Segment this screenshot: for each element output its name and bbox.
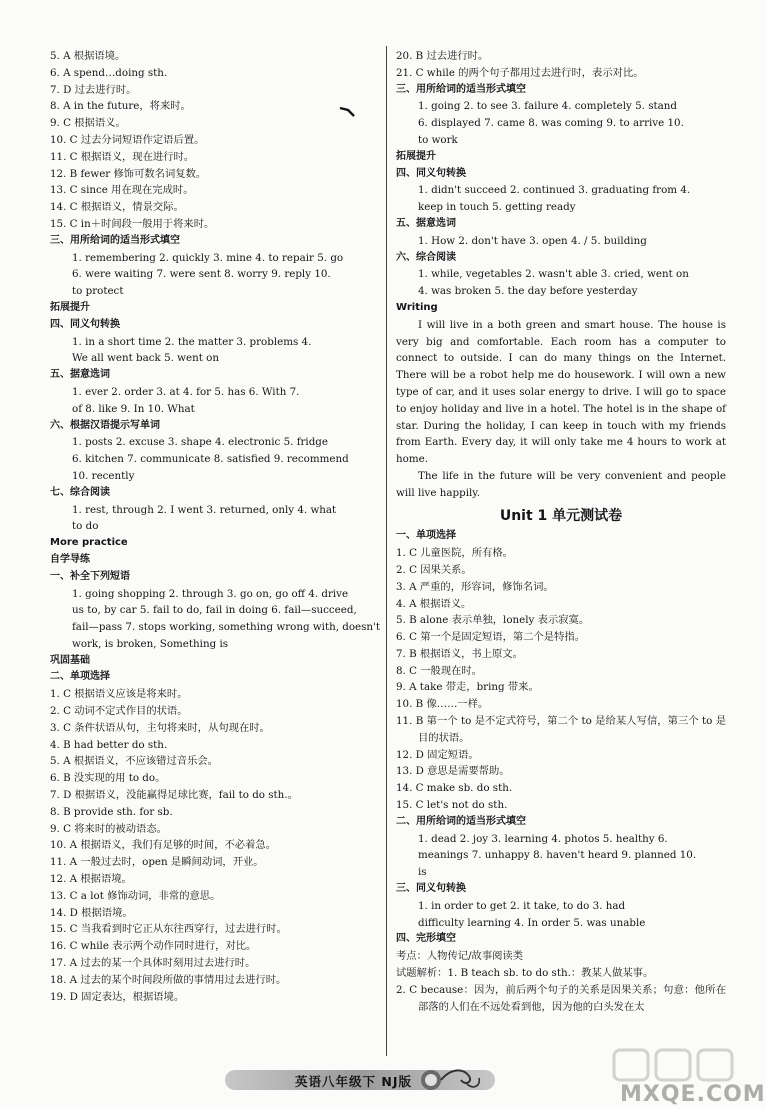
writing-paragraph: The life in the future will be very convenient and people will live happily. bbox=[396, 469, 726, 499]
answer-line: 4. A 根据语义。 bbox=[396, 597, 472, 610]
section-heading: 六、综合阅读 bbox=[396, 251, 456, 263]
answer-line: 5. A 根据语境。 bbox=[50, 50, 126, 62]
answer-line: 1. in order to get 2. it take, to do 3. had bbox=[418, 899, 626, 912]
answer-line: is bbox=[418, 866, 427, 879]
section-heading: 七、综合阅读 bbox=[50, 486, 110, 498]
column-divider bbox=[386, 46, 387, 1056]
answer-line: 7. D 根据语义，没能赢得足球比赛，fail to do sth.。 bbox=[50, 789, 298, 802]
answer-line: to work bbox=[418, 133, 458, 146]
answer-line: keep in touch 5. getting ready bbox=[418, 201, 576, 214]
answer-line: 1. ever 2. order 3. at 4. for 5. has 6. With 7. bbox=[72, 385, 300, 398]
answer-line: 6. kitchen 7. communicate 8. satisfied 9. recommend bbox=[72, 453, 349, 466]
answer-line: 16. C while 表示两个动作同时进行，对比。 bbox=[50, 940, 257, 953]
answer-line: 1. C 根据语义应该是将来时。 bbox=[50, 688, 188, 701]
section-heading: 五、据意选词 bbox=[396, 217, 456, 229]
writing-paragraph: I will live in a both green and smart house. The house is very big and comfortable. Each room has a computer to connect to outside. I can do many things on the Internet. There will be a robot help me do housework. I will own a new type of car, and it uses solar energy to drive. I will go to space to enjoy holiday and live in a hotel. The hotel is in the shape of star. During the holiday, I can keep in touch with my friends from Earth. Every day, it will only take me 4 hours to work at home. bbox=[396, 318, 726, 466]
section-heading: 巩固基础 bbox=[50, 654, 90, 666]
answer-line: 考点：人物传记/故事阅读类 bbox=[396, 950, 524, 963]
answer-line: meanings 7. unhappy 8. haven't heard 9. planned 10. bbox=[418, 849, 697, 862]
answer-line: 1. How 2. don't have 3. open 4. / 5. building bbox=[418, 234, 647, 247]
answer-line: 6. displayed 7. came 8. was coming 9. to arrive 10. bbox=[418, 117, 684, 130]
section-heading: 拓展提升 bbox=[396, 150, 436, 162]
answer-line: 5. B alone 表示单独，lonely 表示寂寞。 bbox=[396, 614, 590, 627]
answer-line: 6. were waiting 7. were sent 8. worry 9. reply 10. bbox=[72, 268, 331, 281]
answer-line: 1. dead 2. joy 3. learning 4. photos 5. healthy 6. bbox=[418, 832, 668, 845]
answer-line: 6. B 没实现的用 to do。 bbox=[50, 772, 166, 785]
answer-line: 1. in a short time 2. the matter 3. problems 4. bbox=[72, 335, 312, 348]
answer-line: to protect bbox=[72, 285, 124, 298]
answer-line: 10. B 像……一样。 bbox=[396, 698, 489, 711]
answer-line: 2. C 因果关系。 bbox=[396, 563, 472, 576]
watermark-logo-icon bbox=[610, 1046, 740, 1086]
page-footer bbox=[225, 1066, 495, 1094]
answer-line: 12. D 固定短语。 bbox=[396, 748, 479, 761]
right-column bbox=[396, 48, 726, 1015]
answer-line: of 8. like 9. In 10. What bbox=[72, 402, 195, 415]
section-heading: 五、据意选词 bbox=[50, 369, 110, 381]
answer-line: 7. B 根据语义，书上原文。 bbox=[396, 647, 523, 660]
section-heading: 四、同义句转换 bbox=[396, 167, 466, 179]
answer-line: 9. C 将来时的被动语态。 bbox=[50, 822, 167, 835]
section-heading: More practice bbox=[50, 537, 128, 549]
answer-line: 试题解析：1. B teach sb. to do sth.：教某人做某事。 bbox=[396, 967, 654, 980]
answer-line: 9. A take 带走，bring 带来。 bbox=[396, 681, 539, 694]
answer-line: 3. C 条件状语从句，主句将来时，从句现在时。 bbox=[50, 721, 270, 734]
answer-line: 15. C 当我看到时它正从东往西穿行，过去进行时。 bbox=[50, 923, 287, 936]
watermark-text: MXQE.COM bbox=[620, 1082, 766, 1107]
answer-line: We all went back 5. went on bbox=[72, 352, 219, 365]
section-heading: 一、单项选择 bbox=[396, 530, 456, 542]
answer-line: 6. A spend…doing sth. bbox=[50, 66, 168, 79]
answer-line: 11. A 一般过去时，open 是瞬间动词，开业。 bbox=[50, 856, 264, 869]
answer-line: 8. B provide sth. for sb. bbox=[50, 805, 173, 818]
answer-line: 18. A 过去的某个时间段所做的事情用过去进行时。 bbox=[50, 973, 287, 986]
answer-line: 10. A 根据语义，我们有足够的时间，不必着急。 bbox=[50, 839, 276, 852]
answer-line: 2. C 动词不定式作目的状语。 bbox=[50, 705, 188, 718]
section-heading: 一、补全下列短语 bbox=[50, 570, 130, 582]
answer-line: 3. A 严重的，形容词，修饰名词。 bbox=[396, 580, 554, 593]
section-heading: 三、用所给词的适当形式填空 bbox=[396, 83, 526, 95]
answer-line: 13. D 意思是需要帮助。 bbox=[396, 765, 510, 778]
answer-line: 1. C 儿童医院，所有格。 bbox=[396, 547, 513, 560]
answer-line: 1. posts 2. excuse 3. shape 4. electronic 5. fridge bbox=[72, 436, 328, 449]
answer-line: 15. C let's not do sth. bbox=[396, 799, 508, 812]
answer-line: 14. C make sb. do sth. bbox=[396, 782, 513, 795]
section-heading: 六、根据汉语提示写单词 bbox=[50, 419, 160, 431]
answer-line: 12. B fewer 修饰可数名词复数。 bbox=[50, 167, 207, 180]
answer-line: 11. C 根据语义，现在进行时。 bbox=[50, 150, 195, 163]
section-heading: 自学导练 bbox=[50, 553, 90, 565]
answer-line: work, is broken, Something is bbox=[72, 637, 229, 650]
answer-line: difficulty learning 4. In order 5. was unable bbox=[418, 916, 646, 929]
section-heading: 拓展提升 bbox=[50, 301, 90, 313]
answer-line: 1. remembering 2. quickly 3. mine 4. to repair 5. go bbox=[72, 251, 344, 264]
section-heading: 三、同义句转换 bbox=[396, 883, 466, 895]
answer-line: 12. A 根据语境。 bbox=[50, 873, 132, 886]
answer-line: us to, by car 5. fail to do, fail in doing 6. fail—succeed, bbox=[72, 604, 357, 617]
answer-line: 14. C 根据语义，情景交际。 bbox=[50, 201, 184, 214]
swirl-ornament-icon bbox=[415, 1066, 485, 1094]
section-heading: 二、用所给词的适当形式填空 bbox=[396, 815, 526, 827]
answer-line: 1. rest, through 2. I went 3. returned, only 4. what bbox=[72, 503, 337, 516]
answer-line: 9. C 根据语义。 bbox=[50, 117, 126, 130]
answer-line: 2. C because：因为，前后两个句子的关系是因果关系；句意：他所在部落的人们在不远处看到他，因为他的白头发在太 bbox=[396, 983, 726, 1013]
answer-line: 19. D 固定表达，根据语境。 bbox=[50, 990, 185, 1003]
left-column bbox=[50, 48, 380, 1005]
answer-line: 13. C a lot 修饰动词，非常的意思。 bbox=[50, 889, 221, 902]
section-heading: Writing bbox=[396, 301, 438, 313]
writing-sample bbox=[396, 317, 726, 502]
answer-line: 13. C since 用在现在完成时。 bbox=[50, 184, 194, 197]
answer-line: 5. A 根据语义，不应该错过音乐会。 bbox=[50, 755, 218, 768]
answer-line: 17. A 过去的某一个具体时刻用过去进行时。 bbox=[50, 957, 256, 970]
section-heading: 三、用所给词的适当形式填空 bbox=[50, 234, 180, 246]
answer-line: to do bbox=[72, 520, 99, 533]
section-heading: 四、同义句转换 bbox=[50, 318, 120, 330]
answer-line: 21. C while 的两个句子都用过去进行时，表示对比。 bbox=[396, 66, 644, 79]
answer-line: 20. B 过去进行时。 bbox=[396, 50, 489, 62]
section-heading: 四、完形填空 bbox=[396, 933, 456, 945]
answer-line: fail—pass 7. stops working, something wrong with, doesn't bbox=[72, 621, 381, 634]
answer-line: 10. C 过去分词短语作定语后置。 bbox=[50, 133, 205, 146]
answer-line: 15. C in＋时间段一般用于将来时。 bbox=[50, 217, 215, 230]
answer-line: 8. A in the future，将来时。 bbox=[50, 100, 191, 113]
unit-test-title: Unit 1 单元测试卷 bbox=[499, 507, 623, 524]
answer-line: 14. D 根据语境。 bbox=[50, 906, 133, 919]
footer-label: 英语八年级下 NJ版 bbox=[295, 1074, 412, 1089]
section-heading: 二、单项选择 bbox=[50, 671, 110, 683]
answer-line: 10. recently bbox=[72, 469, 135, 482]
answer-line: 8. C 一般现在时。 bbox=[396, 664, 483, 677]
answer-line: 4. was broken 5. the day before yesterday bbox=[418, 285, 638, 298]
answer-line: 11. B 第一个 to 是不定式符号，第二个 to 是给某人写信，第三个 to 是目的状语。 bbox=[396, 715, 726, 744]
answer-line: 1. while, vegetables 2. wasn't able 3. cried, went on bbox=[418, 268, 689, 281]
answer-line: 4. B had better do sth. bbox=[50, 738, 168, 751]
answer-line: 7. D 过去进行时。 bbox=[50, 83, 137, 96]
answer-line: 1. didn't succeed 2. continued 3. graduating from 4. bbox=[418, 184, 691, 197]
answer-line: 1. going shopping 2. through 3. go on, go off 4. drive bbox=[72, 587, 349, 600]
answer-line: 1. going 2. to see 3. failure 4. completely 5. stand bbox=[418, 100, 677, 113]
answer-line: 6. C 第一个是固定短语，第二个是特指。 bbox=[396, 631, 585, 644]
